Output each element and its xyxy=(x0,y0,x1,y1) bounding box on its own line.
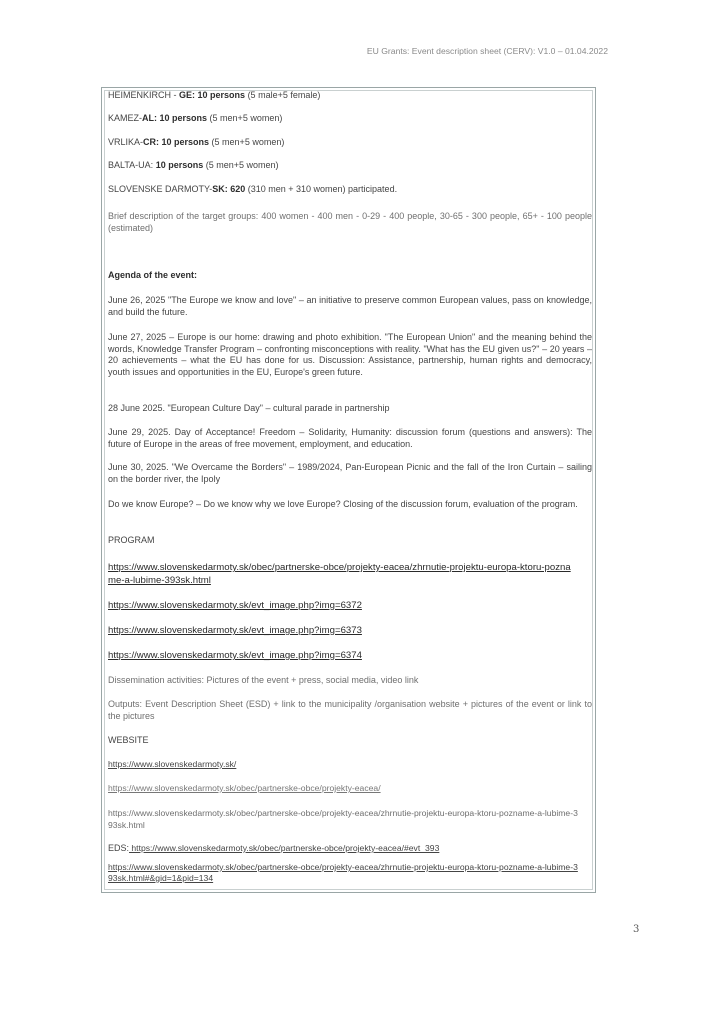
program-link[interactable]: https://www.slovenskedarmoty.sk/evt_image.php?img=6373 xyxy=(108,625,362,636)
program-link[interactable]: https://www.slovenskedarmoty.sk/evt_image.php?img=6372 xyxy=(108,600,362,611)
participant-line-sk: SLOVENSKE DARMOTY-SK: 620 (310 men + 310 women) participated. xyxy=(108,184,398,194)
eds-link[interactable]: https://www.slovenskedarmoty.sk/obec/partnerske-obce/projekty-eacea/#evt_393 xyxy=(129,843,440,853)
eds-label: EDS: xyxy=(108,843,130,853)
page-number: 3 xyxy=(633,924,640,935)
eds-link[interactable]: https://www.slovenskedarmoty.sk/obec/partnerske-obce/projekty-eacea/zhrnutie-projektu-europa-ktoru-pozname-a-lubime-393sk.html#&gid=1&pid=134 xyxy=(108,862,578,883)
agenda-item: June 29, 2025. Day of Acceptance! Freedom – Solidarity, Humanity: discussion forum (questions and answers): The future of Europe in the areas of free movement, employment, and education. xyxy=(108,427,592,449)
website-link[interactable]: https://www.slovenskedarmoty.sk/obec/partnerske-obce/projekty-eacea/ xyxy=(108,783,381,793)
participant-line-cr: VRLIKA-CR: 10 persons (5 men+5 women) xyxy=(108,137,285,147)
website-link[interactable]: https://www.slovenskedarmoty.sk/ xyxy=(108,759,237,769)
outputs-text: Outputs: Event Description Sheet (ESD) + link to the municipality /organisation website + pictures of the event or link to the pictures xyxy=(108,699,592,721)
participant-line-ua: BALTA-UA: 10 persons (5 men+5 women) xyxy=(108,160,279,170)
program-link[interactable]: https://www.slovenskedarmoty.sk/obec/partnerske-obce/projekty-eacea/zhrnutie-projektu-europa-ktoru-pozname-a-lubime-393sk.html xyxy=(108,562,571,586)
agenda-heading: Agenda of the event: xyxy=(108,270,198,280)
agenda-item: 28 June 2025. "European Culture Day" – cultural parade in partnership xyxy=(108,403,390,413)
agenda-item: Do we know Europe? – Do we know why we love Europe? Closing of the discussion forum, evaluation of the program. xyxy=(108,499,578,509)
eds-line xyxy=(108,843,592,855)
agenda-item: June 27, 2025 – Europe is our home: drawing and photo exhibition. "The European Union" and the meaning behind the words, Knowledge Transfer Program – confronting misconceptions with reality. "What has the EU given us?" – 20 years – 20 achievements – what the EU has done for us. Discussion: Assistance, partnership, human rights and democracy, youth issues and opportunities in the EU, Europe's green future. xyxy=(108,332,592,377)
target-groups-text: Brief description of the target groups: 400 women - 400 men - 0-29 - 400 people, 30-65 - 300 people, 65+ - 100 people (estimated) xyxy=(108,211,592,233)
document-header-note: EU Grants: Event description sheet (CERV): V1.0 – 01.04.2022 xyxy=(366,46,608,56)
content-box xyxy=(101,87,596,893)
program-label: PROGRAM xyxy=(108,535,155,545)
website-label: WEBSITE xyxy=(108,735,149,745)
agenda-item: June 30, 2025. "We Overcame the Borders" – 1989/2024, Pan-European Picnic and the fall of the Iron Curtain – sailing on the border river, the Ipoly xyxy=(108,462,592,484)
participant-line-ge: HEIMENKIRCH - GE: 10 persons (5 male+5 female) xyxy=(108,90,321,100)
participant-line-al: KAMEZ-AL: 10 persons (5 men+5 women) xyxy=(108,113,283,123)
website-link-text: https://www.slovenskedarmoty.sk/obec/partnerske-obce/projekty-eacea/zhrnutie-projektu-europa-ktoru-pozname-a-lubime-393sk.html xyxy=(108,808,578,830)
agenda-item: June 26, 2025 "The Europe we know and love" – an initiative to preserve common European values, pass on knowledge, and build the future. xyxy=(108,295,592,317)
program-link[interactable]: https://www.slovenskedarmoty.sk/evt_image.php?img=6374 xyxy=(108,650,362,661)
dissemination-text: Dissemination activities: Pictures of the event + press, social media, video link xyxy=(108,675,419,685)
